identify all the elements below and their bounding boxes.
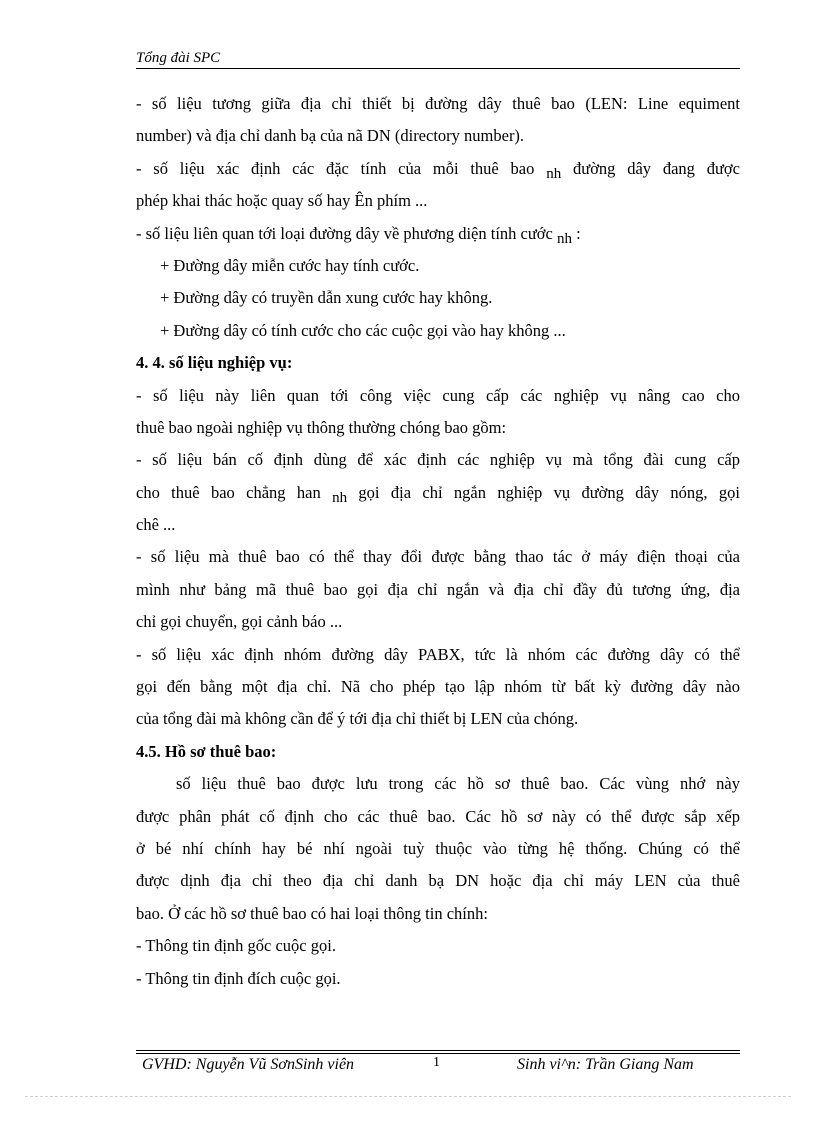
line-text: + Đường dây có truyền dẫn xung cước hay không. [160,288,493,308]
text-line [136,315,740,347]
line-text: cho thuê bao chẳng han [136,482,333,502]
line-text: mình như bảng mã thuê bao gọi địa chỉ ngắn và địa chỉ đầy đủ tương ứng, địa [136,579,740,599]
text-line [136,703,740,735]
line-text: phép khai thác hoặc quay số hay Ên phím ... [136,191,428,211]
text-line [136,898,740,930]
text-line [136,347,740,379]
line-text: thuê bao ngoài nghiệp vụ thông thường chóng bao gồm: [136,417,507,437]
line-text: được phân phát cố định cho các thuê bao. Các hồ sơ này có thể được sắp xếp [136,806,740,826]
text-line [136,930,740,962]
text-line [136,477,740,509]
footer-student: Sinh vi^n: Trần Giang Nam [517,1056,694,1073]
line-text: gọi đến bằng một địa chỉ. Nã cho phép tạo lập nhóm từ bất kỳ đường dây nào [136,677,740,697]
text-line [136,963,740,995]
text-line [136,509,740,541]
page-body [136,88,740,995]
line-text-continued: gọi địa chỉ ngắn nghiệp vụ đường dây nóng, gọi [347,482,740,502]
text-line [136,282,740,314]
text-line [136,671,740,703]
text-line [136,444,740,476]
text-line [136,380,740,412]
line-subscript: nh [332,489,348,506]
text-line [136,218,740,250]
line-text-continued: đường dây đang được [561,158,740,178]
line-text: - số liệu này liên quan tới công việc cung cấp các nghiệp vụ nâng cao cho [136,385,740,405]
footer-rule-bottom [136,1053,740,1054]
text-line [136,736,740,768]
line-text: - số liệu xác định các đặc tính của mỗi thuê bao [136,158,547,178]
line-text: số liệu thuê bao được lưu trong các hồ sơ thuê bao. Các vùng nhớ này [176,774,740,794]
running-header-title: Tổng đài SPC [136,50,221,66]
text-line [136,88,740,120]
line-text-continued: : [571,223,581,243]
text-line [136,801,740,833]
line-text: 4.5. Hồ sơ thuê bao: [136,741,277,761]
line-text: được dịnh địa chỉ theo địa chỉ danh bạ DN hoặc địa chỉ máy LEN của thuê [136,871,740,891]
line-subscript: nh [556,230,572,247]
line-text: number) và địa chỉ danh bạ của nã DN (directory number). [136,126,525,146]
footer-rule-top [136,1050,740,1051]
page-bottom-divider [25,1096,791,1097]
header-rule [136,68,740,69]
line-text: chỉ gọi chuyển, gọi cảnh báo ... [136,612,343,632]
page-number: 1 [433,1055,440,1070]
line-subscript: nh [546,165,562,182]
text-line [136,639,740,671]
line-text: + Đường dây miễn cước hay tính cước. [160,255,420,275]
text-line [136,606,740,638]
text-line [136,833,740,865]
line-text: + Đường dây có tính cước cho các cuộc gọi vào hay không ... [160,320,566,340]
line-text: - Thông tin định đích cuộc gọi. [136,968,341,988]
line-text: - số liệu liên quan tới loại đường dây về phương diện tính cước [136,223,557,243]
text-line [136,865,740,897]
text-line [136,250,740,282]
line-text: - số liệu xác định nhóm đường dây PABX, tức là nhóm các đường dây có thể [136,644,740,664]
line-text: chê ... [136,515,176,535]
line-text: ở bé nhí chính hay bé nhí ngoài tuỳ thuộc vào từng hệ thống. Chúng có thể [136,838,740,858]
text-line [136,768,740,800]
line-text: bao. Ở các hồ sơ thuê bao có hai loại thông tin chính: [136,903,488,923]
text-line [136,185,740,217]
line-text: 4. 4. số liệu nghiệp vụ: [136,353,293,373]
text-line [136,574,740,606]
footer-supervisor: GVHD: Nguyễn Vũ SơnSinh viên [142,1056,355,1073]
line-text: của tổng đài mà không cần để ý tới địa chỉ thiết bị LEN của chóng. [136,709,579,729]
text-line [136,153,740,185]
text-line [136,120,740,152]
text-line [136,541,740,573]
line-text: - số liệu tương giữa địa chỉ thiết bị đường dây thuê bao (LEN: Line equiment [136,94,740,113]
line-text: - số liệu mà thuê bao có thể thay đổi được bằng thao tác ở máy điện thoại của [136,547,740,567]
line-text: - số liệu bán cố định dùng để xác định các nghiệp vụ mà tổng đài cung cấp [136,450,740,470]
line-text: - Thông tin định gốc cuộc gọi. [136,936,336,956]
text-line [136,412,740,444]
